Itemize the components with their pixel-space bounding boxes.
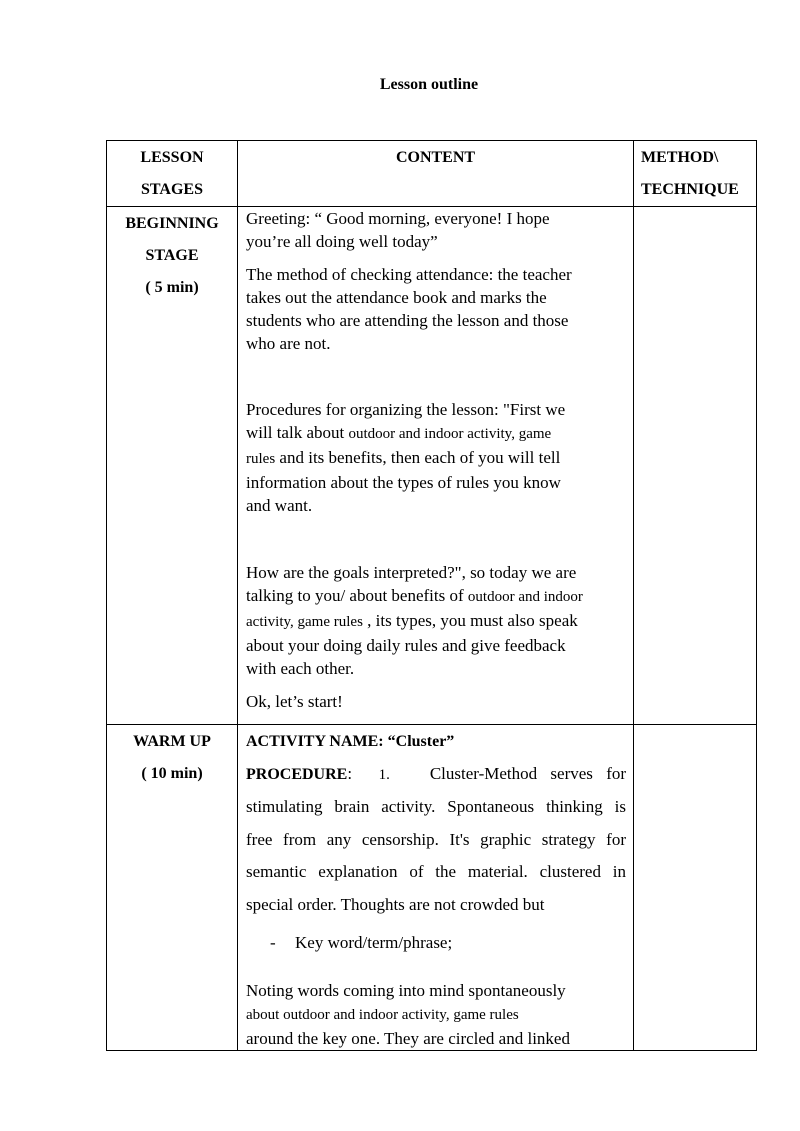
procedures-line2-topic: outdoor and indoor activity, game — [348, 426, 552, 442]
procedures-line2 — [246, 421, 626, 446]
bullet-text: Key word/term/phrase; — [295, 933, 453, 952]
procedures-line3 — [246, 446, 626, 471]
beginning-stage-cell — [107, 207, 238, 725]
warmup-stage-row — [107, 725, 757, 1051]
beginning-method-cell — [634, 207, 757, 725]
procedures-line4: information about the types of rules you know — [246, 473, 561, 492]
method-header-line2: TECHNIQUE — [641, 181, 739, 198]
beginning-stage-time: ( 5 min) — [145, 279, 199, 296]
activity-name: ACTIVITY NAME: “Cluster” — [246, 733, 455, 750]
warmup-method-cell — [634, 725, 757, 1051]
goals-line2-topic: outdoor and indoor — [467, 589, 583, 605]
stages-header-line2: STAGES — [141, 181, 203, 198]
procedures-line3-topic: rules — [246, 451, 276, 467]
lesson-outline-table — [106, 140, 757, 1051]
procedure-colon: : — [347, 764, 353, 783]
beginning-stage-line2: STAGE — [145, 247, 199, 264]
attendance-line2: takes out the attendance book and marks the — [246, 288, 547, 307]
procedures-line2-text: will talk about — [246, 423, 349, 442]
method-header-line1: METHOD\ — [641, 149, 719, 166]
procedure-line1 — [246, 758, 626, 791]
content-header: CONTENT — [395, 149, 476, 166]
lets-start-line: Ok, let’s start! — [246, 692, 343, 711]
stages-header-line1: LESSON — [140, 149, 204, 166]
attendance-line4: who are not. — [246, 334, 331, 353]
header-row — [107, 141, 757, 207]
goals-line3-topic: activity, game rules — [246, 614, 363, 630]
procedure-line2: stimulating brain activity. Spontaneous thinking is — [246, 797, 626, 816]
goals-line1: How are the goals interpreted?", so today we are — [246, 563, 577, 582]
procedure-label: PROCEDURE — [246, 766, 348, 783]
note-line2-topic: outdoor and indoor activity, game rules — [283, 1007, 519, 1023]
note-line3: around the key one. They are circled and linked — [246, 1029, 570, 1048]
procedures-line1: Procedures for organizing the lesson: "First we — [246, 400, 566, 419]
greeting-line1: Greeting: “ Good morning, everyone! I hope — [246, 209, 550, 228]
beginning-stage-row — [107, 207, 757, 725]
goals-line2-text: talking to you/ about benefits of — [246, 586, 468, 605]
procedure-line4: semantic explanation of the material. clustered in — [246, 862, 626, 881]
stages-header-cell — [107, 141, 238, 207]
bullet-item — [270, 931, 626, 954]
procedure-line1-text: Cluster-Method serves for — [429, 764, 627, 783]
warmup-stage-line1: WARM UP — [133, 733, 211, 750]
procedure-number: 1. — [378, 767, 390, 783]
note-line2-text: about — [246, 1007, 284, 1023]
greeting-line2: you’re all doing well today” — [246, 232, 438, 251]
goals-line4: about your doing daily rules and give feedback — [246, 636, 566, 655]
procedures-line5: and want. — [246, 496, 313, 515]
warmup-stage-cell — [107, 725, 238, 1051]
goals-line3-text: , its types, you must also speak — [362, 611, 578, 630]
procedure-line3: free from any censorship. It's graphic strategy for — [246, 829, 626, 849]
procedures-line3-text: and its benefits, then each of you will tell — [275, 448, 561, 467]
warmup-stage-time: ( 10 min) — [141, 765, 203, 782]
beginning-content-cell — [238, 207, 634, 725]
note-line1: Noting words coming into mind spontaneously — [246, 981, 566, 1000]
page-title: Lesson outline — [379, 76, 479, 93]
content-header-cell — [238, 141, 634, 207]
beginning-stage-line1: BEGINNING — [125, 215, 219, 232]
attendance-line3: students who are attending the lesson and those — [246, 311, 569, 330]
note-line2 — [246, 1002, 626, 1027]
goals-line2 — [246, 584, 626, 609]
warmup-content-cell — [238, 725, 634, 1051]
goals-line3 — [246, 609, 626, 634]
method-header-cell — [634, 141, 757, 207]
bullet-dash: - — [270, 933, 276, 952]
procedure-line5: special order. Thoughts are not crowded but — [246, 894, 545, 914]
goals-line5: with each other. — [246, 659, 355, 678]
attendance-line1: The method of checking attendance: the teacher — [246, 265, 572, 284]
